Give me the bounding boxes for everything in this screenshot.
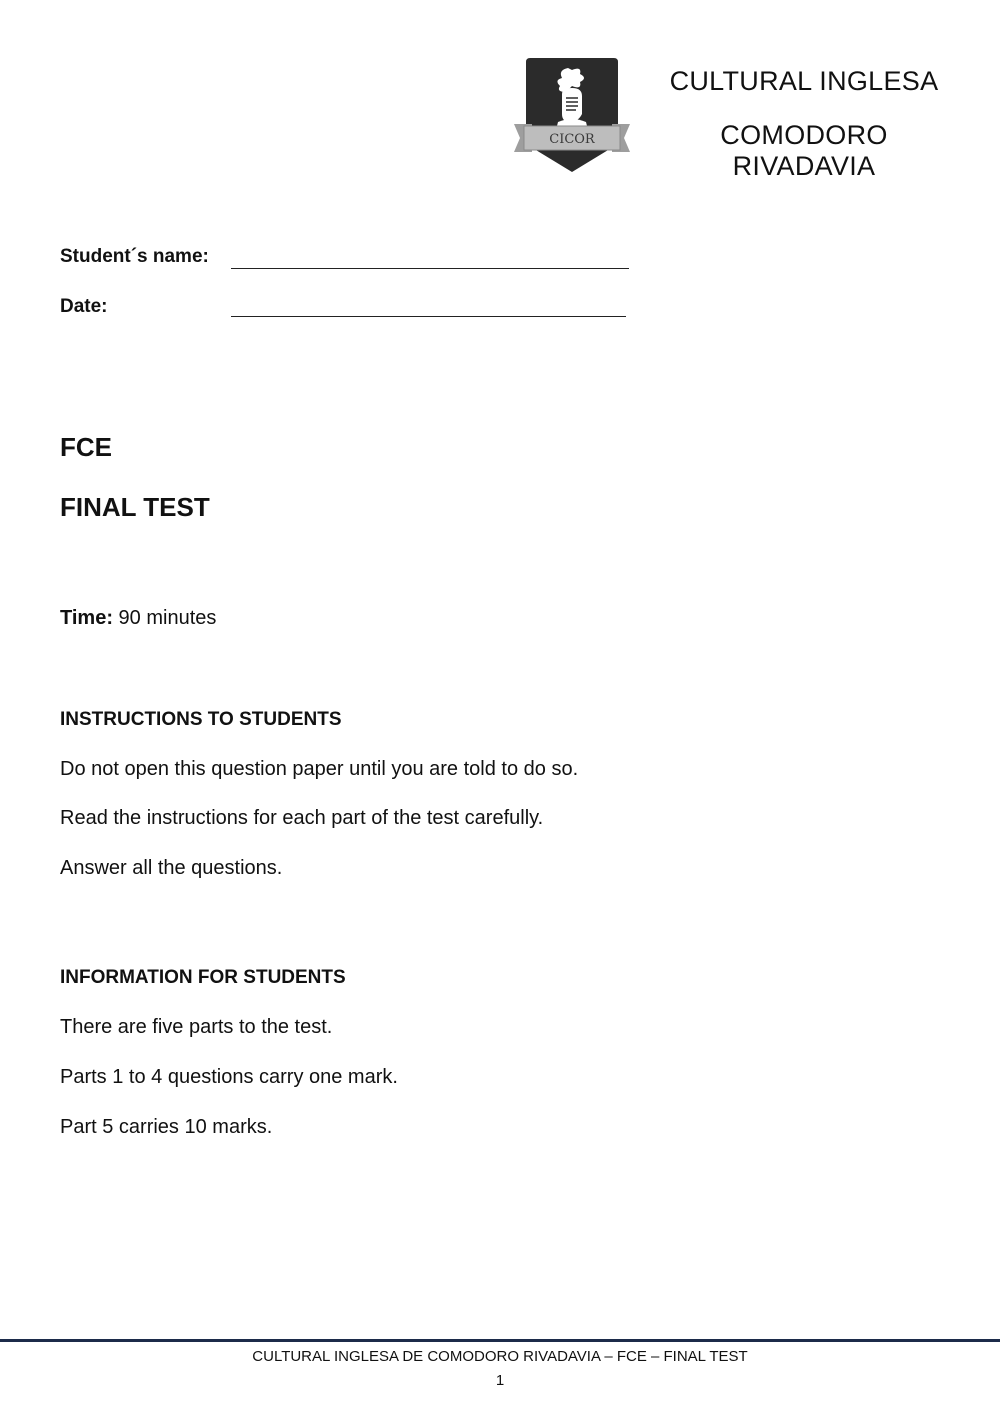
footer-divider <box>0 1339 1000 1342</box>
school-crest-logo <box>512 56 632 176</box>
instruction-item: Read the instructions for each part of the test carefully. <box>60 807 544 829</box>
date-label: Date: <box>60 296 108 317</box>
exam-title: FCE <box>60 432 112 462</box>
test-title: FINAL TEST <box>60 492 210 522</box>
logo-text: CICOR <box>549 132 595 147</box>
information-item: Part 5 carries 10 marks. <box>60 1116 273 1138</box>
information-item: Parts 1 to 4 questions carry one mark. <box>60 1066 398 1088</box>
footer-text: CULTURAL INGLESA DE COMODORO RIVADAVIA – FCE – FINAL TEST <box>252 1348 748 1365</box>
school-name-line2: COMODORO RIVADAVIA <box>720 120 888 181</box>
time-info <box>60 607 216 630</box>
information-item: There are five parts to the test. <box>60 1016 333 1038</box>
time-value: 90 minutes <box>118 607 217 629</box>
date-field[interactable] <box>231 316 626 317</box>
school-name-line1: CULTURAL INGLESA <box>669 66 939 96</box>
student-name-label: Student´s name: <box>60 246 209 267</box>
page-number: 1 <box>495 1372 505 1389</box>
instructions-heading: INSTRUCTIONS TO STUDENTS <box>60 709 342 730</box>
instruction-item: Do not open this question paper until you are told to do so. <box>60 758 579 780</box>
student-name-field[interactable] <box>231 268 629 269</box>
instruction-item: Answer all the questions. <box>60 857 283 879</box>
time-label: Time: <box>60 607 113 629</box>
information-heading: INFORMATION FOR STUDENTS <box>60 967 346 988</box>
